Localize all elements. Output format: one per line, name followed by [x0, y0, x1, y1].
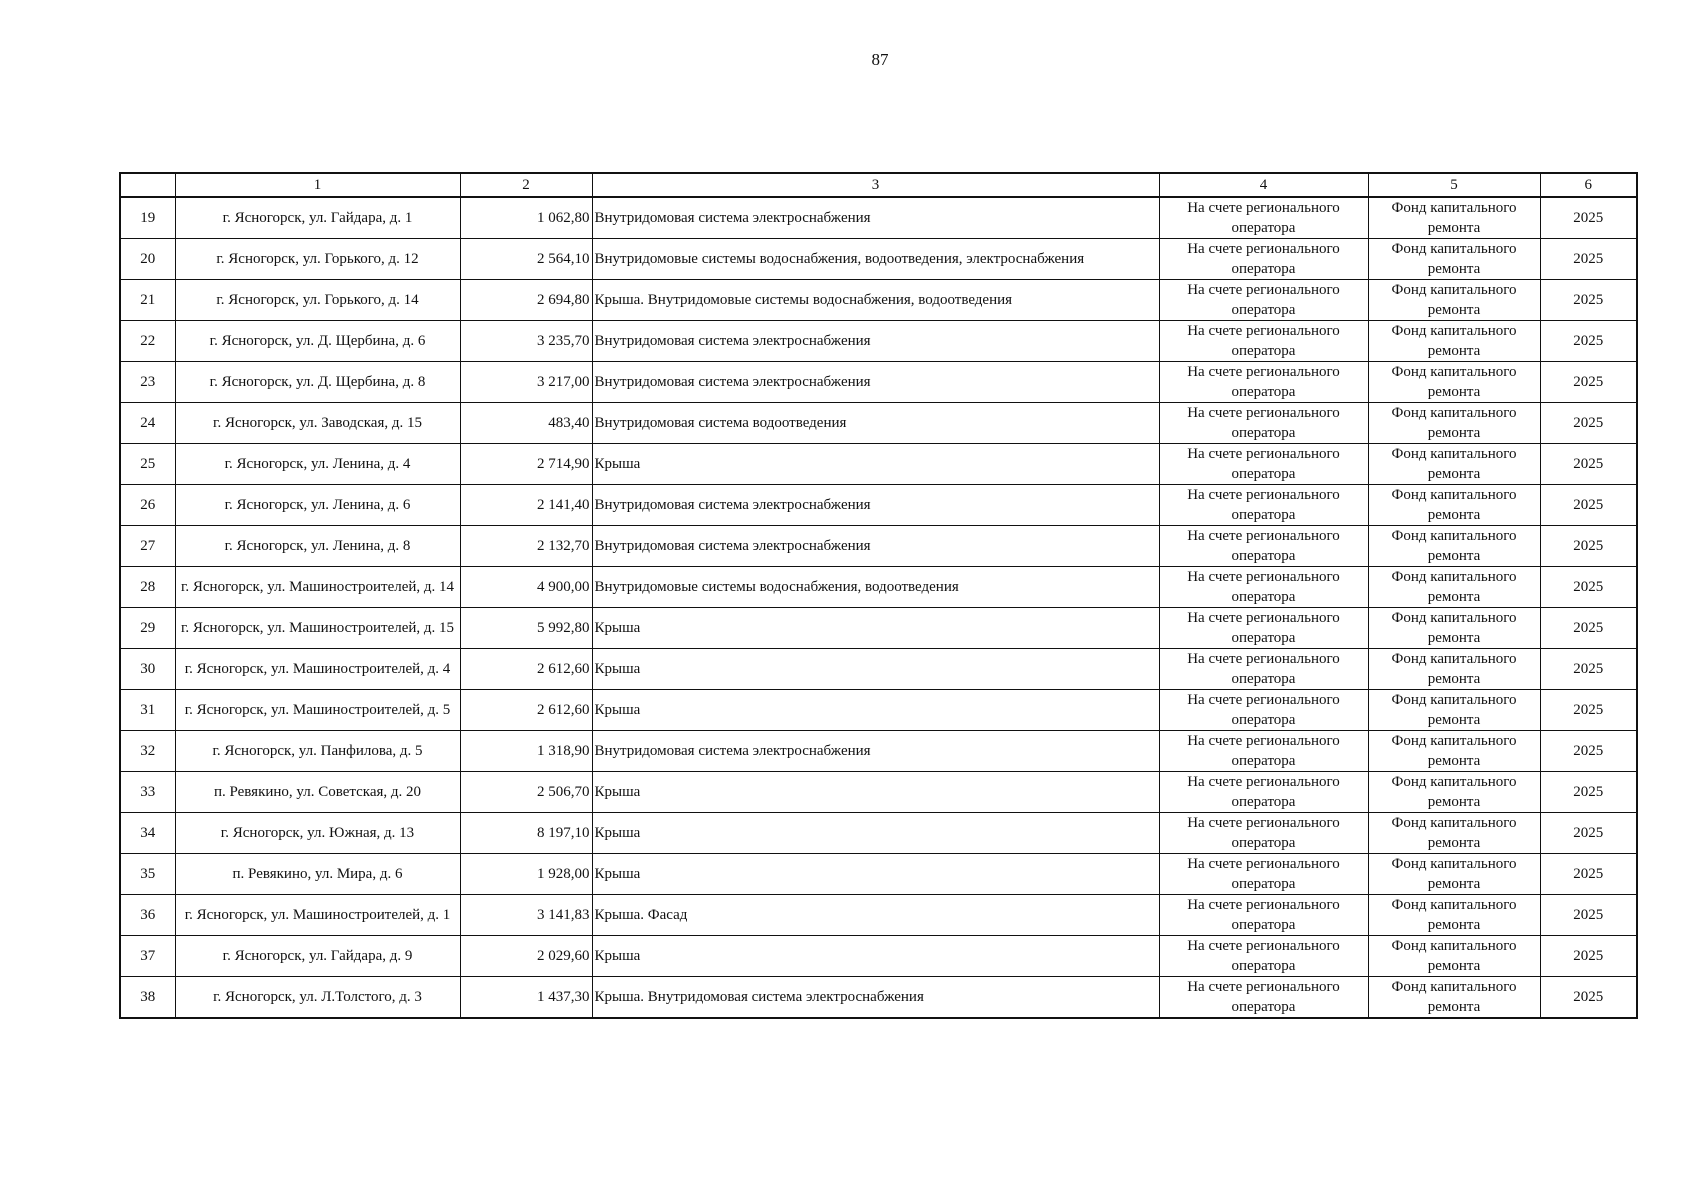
- address-cell: г. Ясногорск, ул. Панфилова, д. 5: [175, 731, 460, 772]
- funding-source-cell: Фонд капитального ремонта: [1368, 444, 1540, 485]
- funding-source-cell: Фонд капитального ремонта: [1368, 239, 1540, 280]
- area-cell: 2 694,80: [460, 280, 592, 321]
- funding-source-cell: Фонд капитального ремонта: [1368, 731, 1540, 772]
- account-cell: На счете регионального оператора: [1159, 526, 1368, 567]
- account-cell: На счете регионального оператора: [1159, 280, 1368, 321]
- funding-source-cell: Фонд капитального ремонта: [1368, 403, 1540, 444]
- address-cell: п. Ревякино, ул. Советская, д. 20: [175, 772, 460, 813]
- row-number-cell: 30: [120, 649, 175, 690]
- header-cell-2: 2: [460, 173, 592, 197]
- row-number-cell: 33: [120, 772, 175, 813]
- account-cell: На счете регионального оператора: [1159, 731, 1368, 772]
- address-cell: г. Ясногорск, ул. Машиностроителей, д. 1: [175, 895, 460, 936]
- table-body: [120, 197, 1637, 1018]
- table-row: [120, 813, 1637, 854]
- funding-source-cell: Фонд капитального ремонта: [1368, 690, 1540, 731]
- area-cell: 2 506,70: [460, 772, 592, 813]
- area-cell: 1 437,30: [460, 977, 592, 1019]
- account-cell: На счете регионального оператора: [1159, 567, 1368, 608]
- header-cell-5: 5: [1368, 173, 1540, 197]
- row-number-cell: 31: [120, 690, 175, 731]
- area-cell: 2 714,90: [460, 444, 592, 485]
- funding-source-cell: Фонд капитального ремонта: [1368, 608, 1540, 649]
- year-cell: 2025: [1540, 854, 1637, 895]
- header-row: [120, 173, 1637, 197]
- address-cell: г. Ясногорск, ул. Машиностроителей, д. 15: [175, 608, 460, 649]
- row-number-cell: 35: [120, 854, 175, 895]
- row-number-cell: 36: [120, 895, 175, 936]
- address-cell: г. Ясногорск, ул. Д. Щербина, д. 6: [175, 321, 460, 362]
- address-cell: г. Ясногорск, ул. Машиностроителей, д. 14: [175, 567, 460, 608]
- table-row: [120, 321, 1637, 362]
- row-number-cell: 26: [120, 485, 175, 526]
- table-row: [120, 895, 1637, 936]
- year-cell: 2025: [1540, 280, 1637, 321]
- account-cell: На счете регионального оператора: [1159, 403, 1368, 444]
- area-cell: 1 062,80: [460, 197, 592, 239]
- funding-source-cell: Фонд капитального ремонта: [1368, 977, 1540, 1019]
- area-cell: 5 992,80: [460, 608, 592, 649]
- work-type-cell: Внутридомовая система электроснабжения: [592, 485, 1159, 526]
- row-number-cell: 23: [120, 362, 175, 403]
- address-cell: г. Ясногорск, ул. Ленина, д. 4: [175, 444, 460, 485]
- work-type-cell: Внутридомовая система электроснабжения: [592, 526, 1159, 567]
- work-type-cell: Крыша: [592, 690, 1159, 731]
- table-header: [120, 173, 1637, 197]
- funding-source-cell: Фонд капитального ремонта: [1368, 321, 1540, 362]
- table-row: [120, 444, 1637, 485]
- address-cell: г. Ясногорск, ул. Заводская, д. 15: [175, 403, 460, 444]
- address-cell: г. Ясногорск, ул. Ленина, д. 6: [175, 485, 460, 526]
- row-number-cell: 32: [120, 731, 175, 772]
- address-cell: г. Ясногорск, ул. Машиностроителей, д. 5: [175, 690, 460, 731]
- table-row: [120, 936, 1637, 977]
- work-type-cell: Внутридомовые системы водоснабжения, водоотведения: [592, 567, 1159, 608]
- funding-source-cell: Фонд капитального ремонта: [1368, 895, 1540, 936]
- area-cell: 1 928,00: [460, 854, 592, 895]
- capital-repair-table: [119, 172, 1638, 1019]
- row-number-cell: 27: [120, 526, 175, 567]
- area-cell: 2 132,70: [460, 526, 592, 567]
- work-type-cell: Крыша: [592, 444, 1159, 485]
- area-cell: 8 197,10: [460, 813, 592, 854]
- table-row: [120, 485, 1637, 526]
- area-cell: 2 612,60: [460, 690, 592, 731]
- year-cell: 2025: [1540, 239, 1637, 280]
- header-cell-3: 3: [592, 173, 1159, 197]
- row-number-cell: 28: [120, 567, 175, 608]
- year-cell: 2025: [1540, 362, 1637, 403]
- account-cell: На счете регионального оператора: [1159, 362, 1368, 403]
- funding-source-cell: Фонд капитального ремонта: [1368, 567, 1540, 608]
- work-type-cell: Крыша. Фасад: [592, 895, 1159, 936]
- header-cell-1: 1: [175, 173, 460, 197]
- funding-source-cell: Фонд капитального ремонта: [1368, 280, 1540, 321]
- year-cell: 2025: [1540, 567, 1637, 608]
- area-cell: 2 029,60: [460, 936, 592, 977]
- account-cell: На счете регионального оператора: [1159, 649, 1368, 690]
- funding-source-cell: Фонд капитального ремонта: [1368, 362, 1540, 403]
- year-cell: 2025: [1540, 813, 1637, 854]
- work-type-cell: Внутридомовые системы водоснабжения, водоотведения, электроснабжения: [592, 239, 1159, 280]
- area-cell: 483,40: [460, 403, 592, 444]
- address-cell: г. Ясногорск, ул. Машиностроителей, д. 4: [175, 649, 460, 690]
- area-cell: 4 900,00: [460, 567, 592, 608]
- year-cell: 2025: [1540, 649, 1637, 690]
- year-cell: 2025: [1540, 690, 1637, 731]
- row-number-cell: 24: [120, 403, 175, 444]
- year-cell: 2025: [1540, 526, 1637, 567]
- year-cell: 2025: [1540, 772, 1637, 813]
- row-number-cell: 22: [120, 321, 175, 362]
- account-cell: На счете регионального оператора: [1159, 239, 1368, 280]
- row-number-cell: 37: [120, 936, 175, 977]
- work-type-cell: Крыша: [592, 813, 1159, 854]
- area-cell: 1 318,90: [460, 731, 592, 772]
- year-cell: 2025: [1540, 731, 1637, 772]
- work-type-cell: Крыша: [592, 649, 1159, 690]
- funding-source-cell: Фонд капитального ремонта: [1368, 854, 1540, 895]
- row-number-cell: 29: [120, 608, 175, 649]
- header-cell-6: 6: [1540, 173, 1637, 197]
- work-type-cell: Внутридомовая система электроснабжения: [592, 321, 1159, 362]
- address-cell: г. Ясногорск, ул. Гайдара, д. 9: [175, 936, 460, 977]
- area-cell: 2 612,60: [460, 649, 592, 690]
- work-type-cell: Крыша: [592, 936, 1159, 977]
- area-cell: 3 141,83: [460, 895, 592, 936]
- funding-source-cell: Фонд капитального ремонта: [1368, 526, 1540, 567]
- address-cell: г. Ясногорск, ул. Л.Толстого, д. 3: [175, 977, 460, 1019]
- row-number-cell: 38: [120, 977, 175, 1019]
- table-row: [120, 567, 1637, 608]
- account-cell: На счете регионального оператора: [1159, 485, 1368, 526]
- year-cell: 2025: [1540, 977, 1637, 1019]
- work-type-cell: Внутридомовая система водоотведения: [592, 403, 1159, 444]
- address-cell: г. Ясногорск, ул. Горького, д. 14: [175, 280, 460, 321]
- table-row: [120, 731, 1637, 772]
- account-cell: На счете регионального оператора: [1159, 690, 1368, 731]
- row-number-cell: 34: [120, 813, 175, 854]
- account-cell: На счете регионального оператора: [1159, 608, 1368, 649]
- work-type-cell: Крыша: [592, 772, 1159, 813]
- year-cell: 2025: [1540, 895, 1637, 936]
- row-number-cell: 25: [120, 444, 175, 485]
- year-cell: 2025: [1540, 321, 1637, 362]
- table-row: [120, 772, 1637, 813]
- account-cell: На счете регионального оператора: [1159, 977, 1368, 1019]
- work-type-cell: Крыша: [592, 608, 1159, 649]
- funding-source-cell: Фонд капитального ремонта: [1368, 936, 1540, 977]
- table-row: [120, 403, 1637, 444]
- table-row: [120, 280, 1637, 321]
- table-row: [120, 690, 1637, 731]
- work-type-cell: Крыша. Внутридомовые системы водоснабжения, водоотведения: [592, 280, 1159, 321]
- table-row: [120, 608, 1637, 649]
- area-cell: 3 235,70: [460, 321, 592, 362]
- work-type-cell: Крыша. Внутридомовая система электроснабжения: [592, 977, 1159, 1019]
- address-cell: г. Ясногорск, ул. Горького, д. 12: [175, 239, 460, 280]
- table-row: [120, 197, 1637, 239]
- address-cell: г. Ясногорск, ул. Гайдара, д. 1: [175, 197, 460, 239]
- header-cell-4: 4: [1159, 173, 1368, 197]
- address-cell: г. Ясногорск, ул. Ленина, д. 8: [175, 526, 460, 567]
- funding-source-cell: Фонд капитального ремонта: [1368, 772, 1540, 813]
- area-cell: 2 564,10: [460, 239, 592, 280]
- work-type-cell: Крыша: [592, 854, 1159, 895]
- table-row: [120, 649, 1637, 690]
- year-cell: 2025: [1540, 936, 1637, 977]
- year-cell: 2025: [1540, 197, 1637, 239]
- year-cell: 2025: [1540, 403, 1637, 444]
- address-cell: г. Ясногорск, ул. Южная, д. 13: [175, 813, 460, 854]
- header-cell-num: [120, 173, 175, 197]
- row-number-cell: 21: [120, 280, 175, 321]
- account-cell: На счете регионального оператора: [1159, 813, 1368, 854]
- account-cell: На счете регионального оператора: [1159, 197, 1368, 239]
- work-type-cell: Внутридомовая система электроснабжения: [592, 197, 1159, 239]
- table-row: [120, 362, 1637, 403]
- row-number-cell: 19: [120, 197, 175, 239]
- table-row: [120, 526, 1637, 567]
- account-cell: На счете регионального оператора: [1159, 936, 1368, 977]
- funding-source-cell: Фонд капитального ремонта: [1368, 485, 1540, 526]
- year-cell: 2025: [1540, 444, 1637, 485]
- table-container: [119, 172, 1638, 1019]
- account-cell: На счете регионального оператора: [1159, 895, 1368, 936]
- funding-source-cell: Фонд капитального ремонта: [1368, 649, 1540, 690]
- account-cell: На счете регионального оператора: [1159, 321, 1368, 362]
- address-cell: г. Ясногорск, ул. Д. Щербина, д. 8: [175, 362, 460, 403]
- year-cell: 2025: [1540, 485, 1637, 526]
- account-cell: На счете регионального оператора: [1159, 772, 1368, 813]
- address-cell: п. Ревякино, ул. Мира, д. 6: [175, 854, 460, 895]
- area-cell: 3 217,00: [460, 362, 592, 403]
- funding-source-cell: Фонд капитального ремонта: [1368, 197, 1540, 239]
- page-number: 87: [871, 50, 889, 69]
- account-cell: На счете регионального оператора: [1159, 854, 1368, 895]
- table-row: [120, 239, 1637, 280]
- work-type-cell: Внутридомовая система электроснабжения: [592, 731, 1159, 772]
- work-type-cell: Внутридомовая система электроснабжения: [592, 362, 1159, 403]
- row-number-cell: 20: [120, 239, 175, 280]
- table-row: [120, 977, 1637, 1019]
- account-cell: На счете регионального оператора: [1159, 444, 1368, 485]
- year-cell: 2025: [1540, 608, 1637, 649]
- area-cell: 2 141,40: [460, 485, 592, 526]
- table-row: [120, 854, 1637, 895]
- funding-source-cell: Фонд капитального ремонта: [1368, 813, 1540, 854]
